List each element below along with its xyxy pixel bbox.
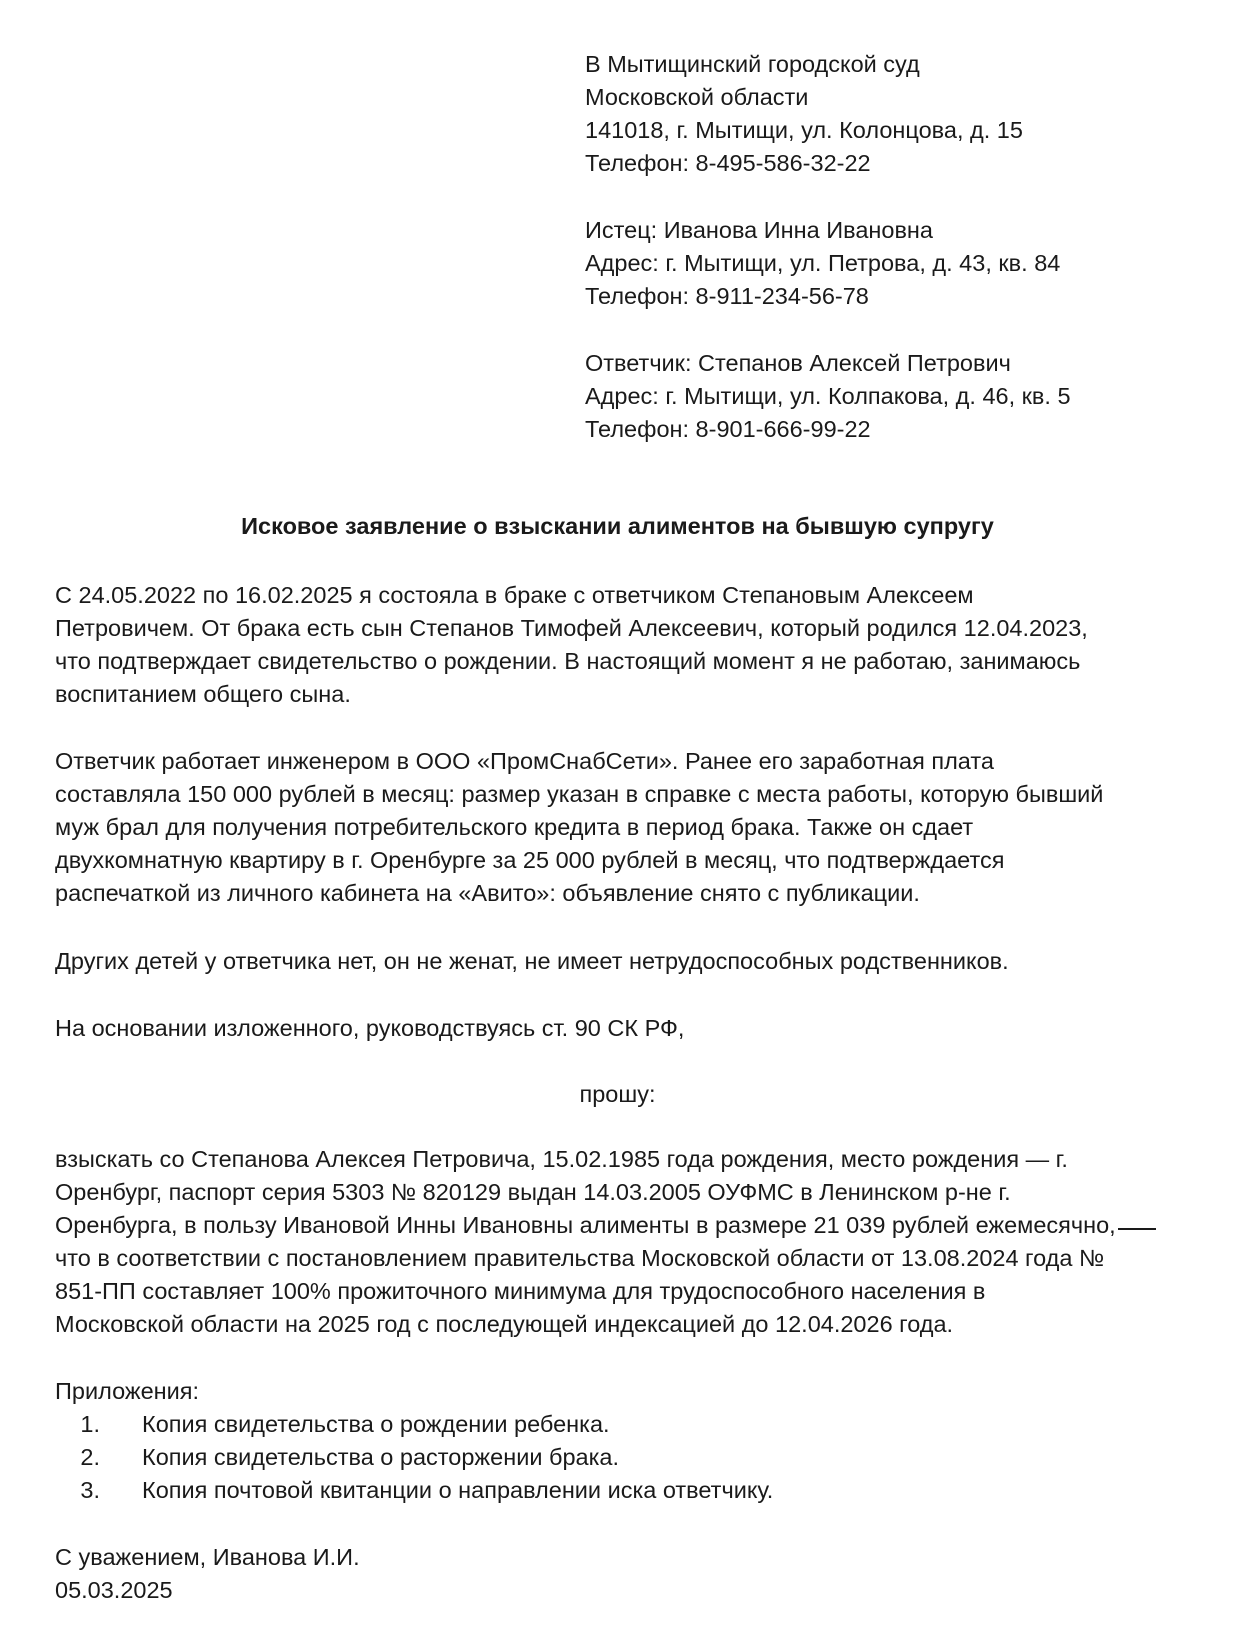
- paragraph-line: муж брал для получения потребительского кредита в период брака. Также он сдает: [55, 814, 974, 840]
- paragraph-line: распечаткой из личного кабинета на «Авито»: объявление снято с публикации.: [55, 880, 920, 906]
- court-region: Московской области: [585, 84, 809, 110]
- paragraph-marriage: [55, 579, 1235, 711]
- request-word: прошу:: [579, 1081, 656, 1107]
- signature: С уважением, Иванова И.И.: [55, 1544, 360, 1570]
- court-address-block: [585, 48, 1225, 180]
- document-title: Исковое заявление о взыскании алиментов на бывшую супругу: [241, 513, 994, 539]
- defendant-phone: Телефон: 8-901-666-99-22: [585, 416, 871, 442]
- list-item-text: Копия почтовой квитанции о направлении иска ответчику.: [142, 1477, 774, 1503]
- list-item-number: 1.: [80, 1411, 100, 1437]
- paragraph-line: Петровичем. От брака есть сын Степанов Тимофей Алексеевич, который родился 12.04.2023,: [55, 615, 1088, 641]
- paragraph-line: двухкомнатную квартиру в г. Оренбурге за 25 000 рублей в месяц, что подтверждается: [55, 847, 1005, 873]
- list-item-number: 3.: [80, 1477, 100, 1503]
- defendant-name: Ответчик: Степанов Алексей Петрович: [585, 350, 1011, 376]
- paragraph-line: Других детей у ответчика нет, он не женат, не имеет нетрудоспособных родственников.: [55, 948, 1009, 974]
- paragraph-line: С 24.05.2022 по 16.02.2025 я состояла в браке с ответчиком Степановым Алексеем: [55, 582, 974, 608]
- closing-block: [55, 1541, 360, 1607]
- paragraph-line: что в соответствии с постановлением правительства Московской области от 13.08.2024 года №: [55, 1245, 1105, 1271]
- paragraph-line: На основании изложенного, руководствуясь ст. 90 СК РФ,: [55, 1015, 685, 1041]
- court-address: 141018, г. Мытищи, ул. Колонцова, д. 15: [585, 117, 1023, 143]
- paragraph-claim: [55, 1143, 1235, 1341]
- defendant-address: Адрес: г. Мытищи, ул. Колпакова, д. 46, кв. 5: [585, 383, 1071, 409]
- plaintiff-phone: Телефон: 8-911-234-56-78: [585, 283, 869, 309]
- underline-mark: [1118, 1228, 1156, 1230]
- plaintiff-address: Адрес: г. Мытищи, ул. Петрова, д. 43, кв. 84: [585, 250, 1061, 276]
- paragraph-income: [55, 745, 1235, 910]
- paragraph-line-text: Оренбурга, в пользу Ивановой Инны Ивановны алименты в размере 21 039 рублей ежемесячно,: [55, 1212, 1116, 1238]
- list-item: [55, 1408, 773, 1441]
- paragraph-line: Оренбург, паспорт серия 5303 № 820129 выдан 14.03.2005 ОУФМС в Ленинском р-не г.: [55, 1179, 1011, 1205]
- paragraph-line: взыскать со Степанова Алексея Петровича, 15.02.1985 года рождения, место рождения — г.: [55, 1146, 1068, 1172]
- paragraph-line: 851-ПП составляет 100% прожиточного минимума для трудоспособного населения в: [55, 1278, 986, 1304]
- list-item: [55, 1441, 773, 1474]
- paragraph-line: Ответчик работает инженером в ООО «ПромСнабСети». Ранее его заработная плата: [55, 748, 994, 774]
- list-item: [55, 1474, 773, 1507]
- court-name: В Мытищинский городской суд: [585, 51, 920, 77]
- list-item-number: 2.: [80, 1444, 100, 1470]
- plaintiff-block: [585, 214, 1225, 313]
- paragraph-line: что подтверждает свидетельство о рождении. В настоящий момент я не работаю, занимаюсь: [55, 648, 1081, 674]
- paragraph-dependents: [55, 945, 1235, 978]
- list-item-text: Копия свидетельства о рождении ребенка.: [142, 1411, 610, 1437]
- attachments-list: [55, 1408, 773, 1507]
- paragraph-line: составляла 150 000 рублей в месяц: размер указан в справке с места работы, которую бывший: [55, 781, 1104, 807]
- paragraph-line: воспитанием общего сына.: [55, 681, 351, 707]
- defendant-block: [585, 347, 1225, 446]
- paragraph-legal-basis: [55, 1012, 1235, 1045]
- list-item-text: Копия свидетельства о расторжении брака.: [142, 1444, 619, 1470]
- court-phone: Телефон: 8-495-586-32-22: [585, 150, 871, 176]
- paragraph-line: Московской области на 2025 год с последующей индексацией до 12.04.2026 года.: [55, 1311, 954, 1337]
- plaintiff-name: Истец: Иванова Инна Ивановна: [585, 217, 933, 243]
- paragraph-line-with-mark: [55, 1209, 1235, 1242]
- attachments-title: Приложения:: [55, 1378, 200, 1404]
- document-date: 05.03.2025: [55, 1577, 173, 1603]
